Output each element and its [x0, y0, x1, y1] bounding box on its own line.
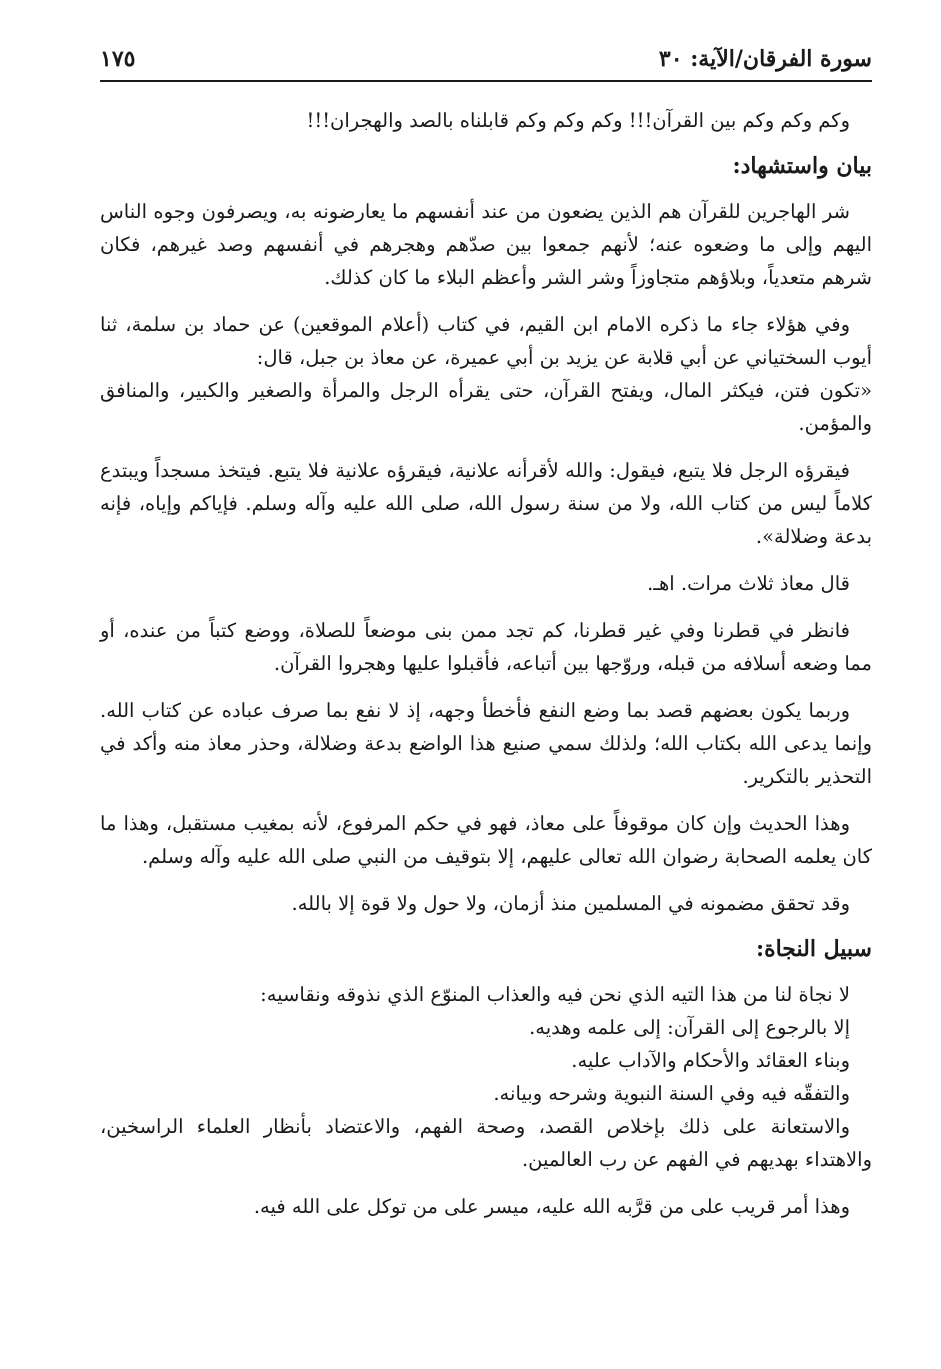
list-item: لا نجاة لنا من هذا التيه الذي نحن فيه والعذاب المنوّع الذي نذوقه ونقاسيه:	[260, 983, 850, 1006]
running-title: سورة الفرقان/الآية: ٣٠	[658, 46, 872, 72]
list-item: والاستعانة على ذلك بإخلاص القصد، وصحة الفهم، والاعتضاد بأنظار العلماء الراسخين، والاهتداء بهديهم في الفهم عن رب العالمين.	[100, 1115, 872, 1171]
list-item: إلا بالرجوع إلى القرآن: إلى علمه وهديه.	[529, 1016, 850, 1039]
list-item: والتفقّه فيه وفي السنة النبوية وشرحه وبيانه.	[493, 1082, 850, 1105]
list-item: وبناء العقائد والأحكام والآداب عليه.	[571, 1049, 850, 1072]
page-header	[100, 40, 872, 82]
book-page	[100, 40, 872, 1340]
opening-line: وكم وكم وكم بين القرآن!!! وكم وكم وكم قابلناه بالصد والهجران!!!	[306, 109, 850, 132]
section-heading-najat: سبيل النجاة:	[755, 936, 872, 962]
paragraph: وفي هؤلاء جاء ما ذكره الامام ابن القيم، في كتاب (أعلام الموقعين) عن حماد بن سلمة، ثنا أيوب السختياني عن أبي قلابة عن يزيد بن أبي عميرة، عن معاذ بن جبل، قال:	[100, 313, 872, 369]
hadith-quote-start: «تكون فتن، فيكثر المال، ويفتح القرآن، حتى يقرأه الرجل والمرأة والصغير والكبير، والمنافق والمؤمن.	[100, 379, 872, 435]
paragraph: وربما يكون بعضهم قصد بما وضع النفع فأخطأ وجهه، إذ لا نفع بما صرف عباده عن كتاب الله. وإنما يدعى الله بكتاب الله؛ ولذلك سمي صنيع هذا الواضع بدعة وضلالة، وحذر معاذ منه وأكد في التحذير بالتكرير.	[100, 699, 872, 788]
hadith-quote-continued: فيقرؤه الرجل فلا يتبع، فيقول: والله لأقرأنه علانية، فيقرؤه علانية فلا يتبع. فيتخذ مسجداً ويبتدع كلاماً ليس من كتاب الله، ولا من سنة رسول الله، صلى الله عليه وآله وسلم. فإياكم وإياه، فإنه بدعة وضلالة».	[100, 459, 872, 548]
page-number: ١٧٥	[100, 46, 136, 72]
paragraph: وهذا الحديث وإن كان موقوفاً على معاذ، فهو في حكم المرفوع، لأنه بمغيب مستقبل، وهذا ما كان يعلمه الصحابة رضوان الله تعالى عليهم، إلا بتوقيف من النبي صلى الله عليه وآله وسلم.	[100, 812, 872, 868]
page-body	[100, 104, 872, 1223]
paragraph: شر الهاجرين للقرآن هم الذين يضعون من عند أنفسهم ما يعارضونه به، ويصرفون وجوه الناس اليهم وإلى ما وضعوه عنه؛ لأنهم جمعوا بين صدّهم وهجرهم في أنفسهم وصد غيرهم، فكان شرهم متعدياً، وبلاؤهم متجاوزاً وشر الشر وأعظم البلاء ما كان كذلك.	[100, 200, 872, 289]
section-heading-bayan: بيان واستشهاد:	[732, 153, 872, 179]
paragraph: فانظر في قطرنا وفي غير قطرنا، كم تجد ممن بنى موضعاً للصلاة، ووضع كتباً من عنده، أو مما وضعه أسلافه من قبله، وروّجها بين أتباعه، فأقبلوا عليها وهجروا القرآن.	[100, 619, 872, 675]
paragraph: وقد تحقق مضمونه في المسلمين منذ أزمان، ولا حول ولا قوة إلا بالله.	[291, 892, 850, 915]
closing-line: وهذا أمر قريب على من قرَّبه الله عليه، ميسر على من توكل على الله فيه.	[253, 1195, 850, 1218]
narrator-note: قال معاذ ثلاث مرات. اهـ.	[647, 572, 850, 595]
salvation-list	[100, 978, 872, 1176]
